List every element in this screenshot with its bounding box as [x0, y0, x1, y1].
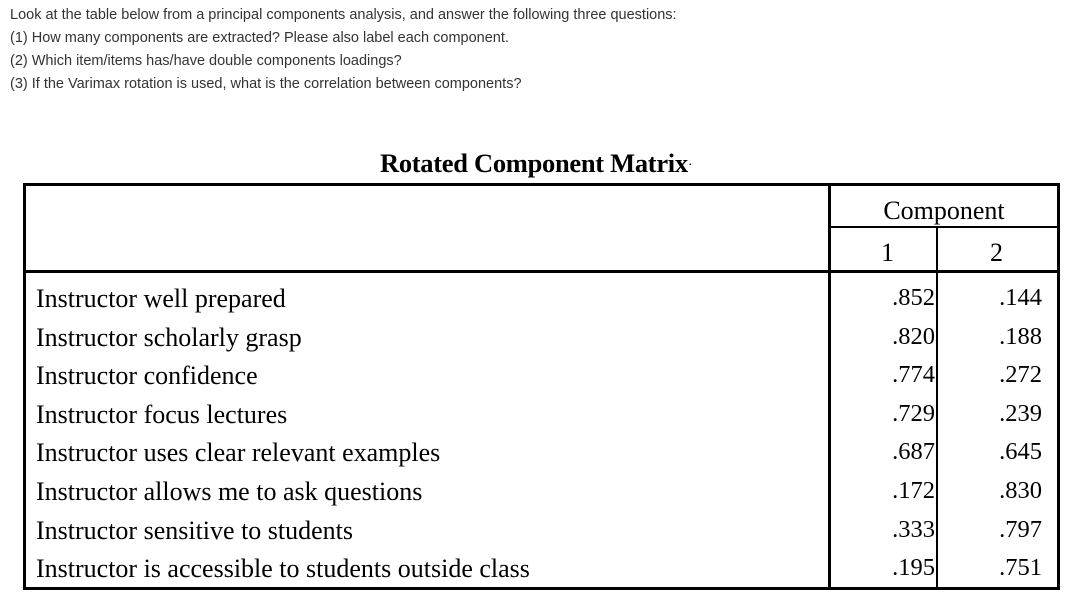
title-footnote-mark: · [687, 157, 693, 173]
row-label: Instructor uses clear relevant examples [36, 438, 441, 467]
component-number-2: 2 [990, 238, 1003, 267]
loading-component-2: .751 [999, 554, 1042, 581]
table-title [380, 148, 692, 179]
question-text [10, 4, 677, 96]
table-row [26, 357, 1057, 396]
table-title-text: Rotated Component Matrix [380, 148, 688, 178]
loading-component-2: .645 [999, 438, 1042, 465]
table-row [26, 473, 1057, 512]
loading-component-2: .830 [999, 477, 1042, 504]
header-body-divider [26, 270, 1057, 273]
loading-component-1: .774 [892, 361, 935, 388]
loading-component-1: .172 [892, 477, 935, 504]
component-number-1: 1 [881, 238, 894, 267]
table-row [26, 550, 1057, 589]
loading-component-1: .195 [892, 554, 935, 581]
table-row [26, 396, 1057, 435]
loading-component-2: .144 [999, 284, 1042, 311]
question-1: (1) How many components are extracted? Please also label each component. [10, 30, 509, 46]
table-row [26, 512, 1057, 551]
table-row [26, 319, 1057, 358]
question-2: (2) Which item/items has/have double components loadings? [10, 53, 402, 69]
row-label: Instructor well prepared [36, 284, 286, 313]
row-label: Instructor allows me to ask questions [36, 477, 423, 506]
row-label: Instructor scholarly grasp [36, 323, 302, 352]
loading-component-1: .820 [892, 323, 935, 350]
row-label: Instructor is accessible to students outside class [36, 554, 530, 583]
loading-component-1: .687 [892, 438, 935, 465]
table-row [26, 280, 1057, 319]
loading-component-2: .797 [999, 516, 1042, 543]
question-intro: Look at the table below from a principal components analysis, and answer the following three questions: [10, 7, 677, 23]
rotated-component-matrix [23, 183, 1060, 590]
loading-component-2: .188 [999, 323, 1042, 350]
loading-component-1: .333 [892, 516, 935, 543]
component-header-divider [831, 226, 1057, 228]
loading-component-1: .729 [892, 400, 935, 427]
table-row [26, 434, 1057, 473]
loading-component-1: .852 [892, 284, 935, 311]
loading-component-2: .272 [999, 361, 1042, 388]
row-label: Instructor confidence [36, 361, 258, 390]
row-label: Instructor sensitive to students [36, 516, 354, 545]
loading-component-2: .239 [999, 400, 1042, 427]
question-3: (3) If the Varimax rotation is used, what is the correlation between components? [10, 76, 522, 92]
row-label: Instructor focus lectures [36, 400, 288, 429]
component-header: Component [883, 196, 1005, 225]
